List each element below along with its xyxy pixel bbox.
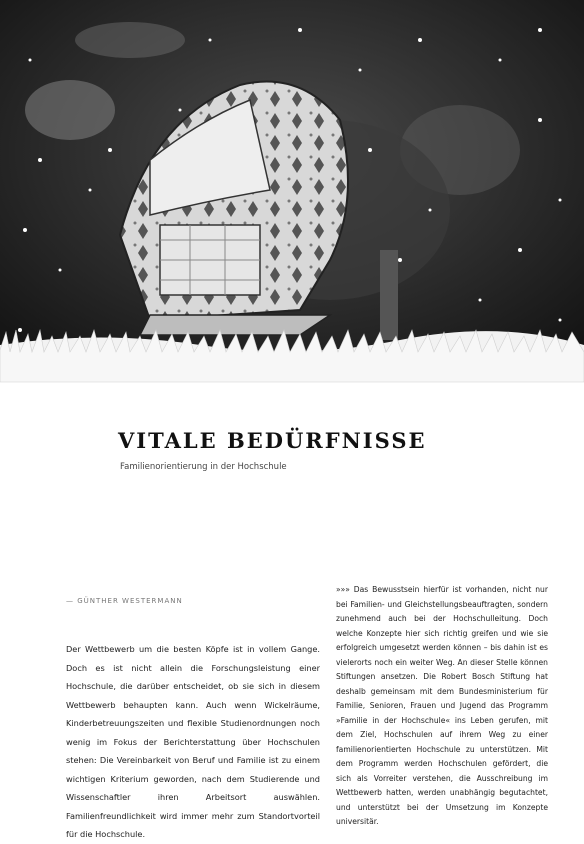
- cover-illustration: [0, 0, 584, 382]
- article-column-left: Der Wettbewerb um die besten Köpfe ist in vollem Gange. Doch es ist nicht allein die Forschungsleistung einer Hochschule, die darüber entscheidet, ob sie sich in diesem Wettbewerb behaupten kann. Auch wenn Wickelräume, Kinderbetreuungszeiten und flexible Studienordnungen noch wenig im Fokus der Berichterstattung über Hochschulen stehen: Die Vereinbarkeit von Beruf und Familie ist zu einem wichtigen Kriterium geworden, nach dem Studierende und Wissenschaftler ihren Arbeitsort auswählen. Familienfreundlichkeit wird immer mehr zum Standortvorteil für die Hochschule.: [66, 644, 320, 839]
- patchwork-tent-icon: [0, 0, 584, 382]
- article-column-right: »»» Das Bewusstsein hierfür ist vorhanden, nicht nur bei Familien- und Gleichstellungsbeauftragten, sondern zunehmend auch bei der Hochschulleitung. Doch welche Konzepte hier sich richtig greifen und wie sie erfolgreich umgesetzt werden können – bis dahin ist es vielerorts noch ein weiter Weg. An dieser Stelle können Stiftungen ansetzen. Die Robert Bosch Stiftung hat deshalb gemeinsam mit dem Bundesministerium für Familie, Senioren, Frauen und Jugend das Programm »Familie in der Hochschule« ins Leben gerufen, mit dem Ziel, Hochschulen auf ihrem Weg zu einer familienorientierten Hochschule zu unterstützen. Mit dem Programm werden Hochschulen gefördert, die sich als Vorreiter verstehen, die Ausschreibung im Wettbewerb hatten, werden unabhängig begutachtet, und unterstützt bei der Umsetzung im Konzepte universitär.: [336, 585, 548, 826]
- article-title: VITALE BEDÜRFNISSE: [118, 428, 427, 453]
- article-subtitle: Familienorientierung in der Hochschule: [120, 462, 287, 472]
- article-author: — GÜNTHER WESTERMANN: [66, 597, 183, 605]
